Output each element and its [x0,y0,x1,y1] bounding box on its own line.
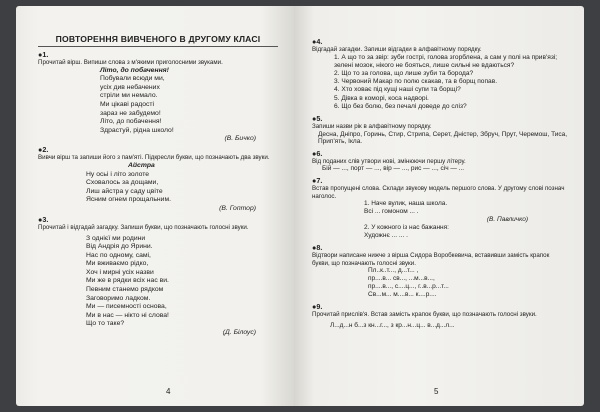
poem-line: Нас по одному, самі, [86,251,151,259]
riddle-item: 4. Хто ховає під кущі наші супи та борщі? [334,86,461,94]
exercise-number: ●5. [312,114,323,124]
right-page [294,6,584,406]
poem-line: Св...м... м....в... к....р.... [368,291,437,299]
exercise-9-task: Прочитай прислів'я. Встав замість крапок букви, що позначають голосні звуки. [312,311,537,319]
riddle-item: 6. Що без болю, без печалі доведе до сліз? [334,102,467,110]
riddle-item: 2. Що то за голова, що лише зуби та борода? [334,70,474,77]
poem-title: Літо, до побачення! [100,66,169,74]
exercise-3-task: Прочитай і відгадай загадку. Запиши букви, що позначають голосні звуки. [38,223,249,231]
exercise-6-line: Бій — ..., порт — ..., вір — ..., рис — ..., січ — ... [322,165,465,173]
poem-line: усіх див небачених [100,83,160,91]
poem-line: стріли ми немало. [100,92,158,100]
poem-author: (В. Гоптор) [219,204,256,212]
poem-line: Ми же в рядки всіх нас ви. [86,277,169,285]
poem-line: Що то таке? [86,320,125,328]
riddle-item: 5. Дівка в коморі, коса надворі. [334,94,429,102]
poem-line: Хоч і мирні усіх назви [86,268,154,276]
exercise-number: ●7. [312,175,323,185]
exercise-number: ●6. [312,148,323,158]
poem-line: Здрастуй, рідна школо! [100,126,174,134]
exercise-number: ●3. [38,214,49,224]
poem-line: Ну осьі і літо золоте [86,170,150,178]
poem-line: 1. Наче вулик, наша школа. [364,200,448,208]
poem-title: Айстра [128,161,155,169]
exercise-4-header [312,37,568,46]
exercise-5-task: Запиши назви рік в алфавітному порядку. [312,123,432,131]
poem-line: 2. У кожного із нас бажання: [364,224,449,232]
exercise-1-task: Прочитай вірш. Випиши слова з м'якими приголосними звуками. [38,59,223,66]
poem-line: З однієї ми родини [86,234,146,242]
exercise-1-poem [100,67,278,136]
poem-line: Сховалось за дощами, [86,179,159,187]
exercise-7-lines [364,200,568,240]
page-number: 5 [434,387,439,396]
exercise-3-poem [86,235,278,330]
poem-line: пр....в..., с....ц..., г..в...р...т... [368,283,449,291]
poem-line: Літо, до побачення! [100,118,162,126]
poem-line: Ми в нас — нікто ні слова! [86,311,169,319]
poem-line: Побували всюди ми, [100,75,165,83]
poem-line: Ясним огнем прощальним. [86,196,172,204]
exercise-number: ●4. [312,37,323,46]
exercise-1-header [38,50,278,59]
poem-line: Художнє ... ... . [364,232,408,240]
poem-author: (В. Бичко) [224,135,256,143]
poem-line: Певним станемо рядком [86,286,164,294]
exercise-4-items [334,54,568,111]
section-title: ПОВТОРЕННЯ ВИВЧЕНОГО В ДРУГОМУ КЛАСІ [38,34,278,47]
exercise-8-header [312,243,568,252]
poem-line: пр....в... св..., ...м...в..., [368,275,435,283]
exercise-7-task: Встав пропущені слова. Склади звукову модель першого слова. У другому слові познач наголос. [312,184,565,200]
exercise-9-header [312,302,568,311]
riddle-item: 1. А що то за звір: зуби гострі, голова згорблена, а сам у полі на прив'язі; [334,53,558,61]
poem-author: (В. Павличко) [486,216,528,224]
exercise-8-task: Відтвори написане нижче з вірша Сидора Воробкевича, вставивши замість крапок букви, що позначають голосні звуки. [312,252,550,267]
poem-line: Пл..к..т..., д...т... , [368,267,419,275]
poem-line: Заговоримо ладком. [86,294,151,302]
exercise-8-lines [368,267,568,299]
riddle-item: 3. Червоний Макар по полю скакав, та в борщ попав. [334,78,498,86]
exercise-4-task: Відгадай загадки. Запиши відгадки в алфавітному порядку. [312,46,482,53]
riddle-item: зелені мозок, нікого не бояться, лише сильні не вдаються? [334,61,515,69]
exercise-5-words: Десна, Дніпро, Горинь, Стир, Стрипа, Серет, Дністер, Збруч, Прут, Черемош, Тиса, Прип'ять, Ікла. [318,130,568,146]
exercise-2-poem [86,162,278,205]
exercise-6-task: Від поданих слів утвори нові, змінюючи першу літеру. [312,157,466,165]
poem-line: Ми — писемності основа, [86,303,167,311]
exercise-number: ●9. [312,302,323,312]
exercise-number: ●1. [38,50,49,59]
exercise-2-task: Вивчи вірш та запиши його з пам'яті. Підкресли букви, що позначають два звуки. [38,154,270,162]
exercise-6-header [312,149,568,158]
exercise-3-header [38,215,278,224]
left-page [16,6,294,406]
exercise-5-header [312,114,568,123]
exercise-9-line: Л...д...н б...з кн...г..., з кр...н...ц... в...д...л... [330,321,455,329]
poem-line: Від Андрія до Ярини. [86,243,153,251]
poem-line: Ми цікаві радості [100,100,154,108]
poem-line: зараз не забудемо! [100,109,161,117]
poem-line: Ми вживаємо рідко, [86,260,149,268]
poem-line: Лиш айстра у саду цвіте [86,187,163,195]
poem-author: (Д. Білоус) [222,329,256,337]
poem-line: Всі ... гомоном ... . [364,208,419,216]
exercise-number: ●8. [312,243,323,253]
exercise-7-header [312,176,568,185]
exercise-2-header [38,145,278,154]
exercise-number: ●2. [38,145,49,155]
page-number: 4 [166,387,171,396]
